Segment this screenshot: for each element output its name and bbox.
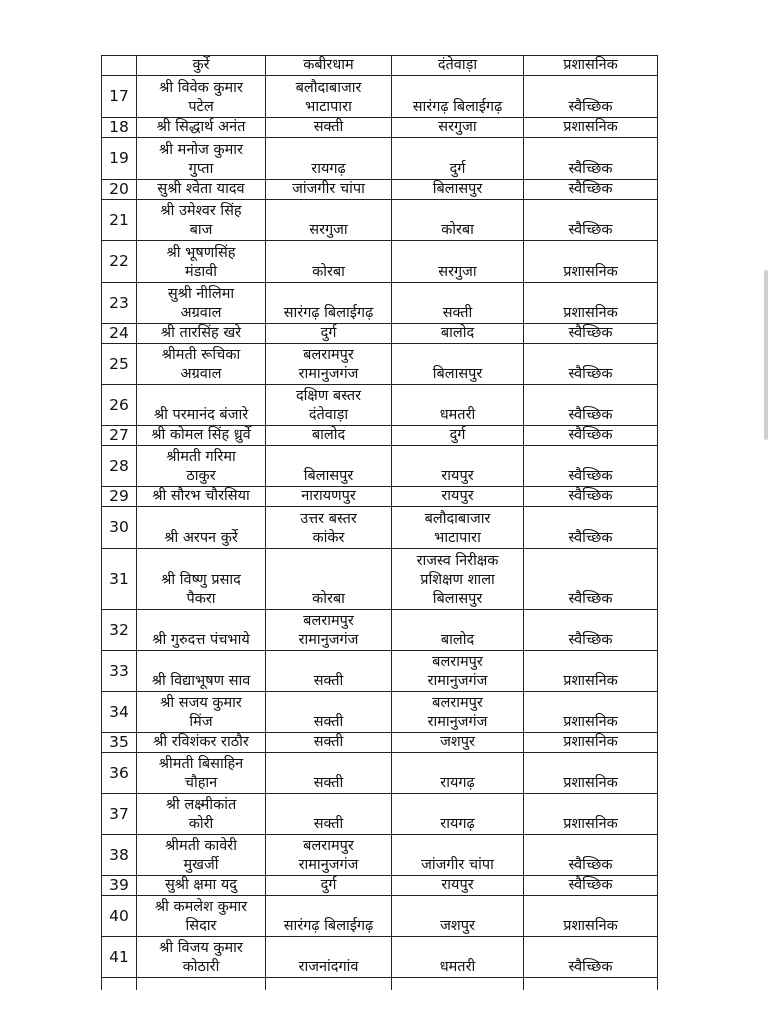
- transfer-type-cell: स्वैच्छिक: [524, 200, 658, 241]
- serial-number-cell: 34: [102, 692, 137, 733]
- from-district-cell-line: भाटापारा: [305, 99, 352, 115]
- table-row: [102, 76, 658, 118]
- from-district-cell: [266, 118, 392, 138]
- to-district-cell: [392, 487, 524, 507]
- table-row: [102, 692, 658, 733]
- employee-name-cell: [137, 794, 266, 835]
- to-district-cell-line: बिलासपुर: [432, 591, 483, 607]
- from-district-cell: [266, 937, 392, 978]
- scrollbar[interactable]: [764, 270, 768, 440]
- table-row-partial: [102, 978, 658, 991]
- transfer-type-cell: स्वैच्छिक: [524, 180, 658, 200]
- transfer-type-cell: प्रशासनिक: [524, 794, 658, 835]
- to-district-cell: [392, 896, 524, 937]
- transfer-type-cell: स्वैच्छिक: [524, 876, 658, 896]
- to-district-cell-line: धमतरी: [439, 959, 476, 975]
- transfer-type-cell: स्वैच्छिक: [524, 76, 658, 118]
- to-district-cell-line: रायपुर: [441, 468, 474, 484]
- employee-name-cell-line: गुप्ता: [188, 161, 214, 177]
- transfer-type-cell: स्वैच्छिक: [524, 426, 658, 446]
- to-district-cell-line: बालोद: [440, 632, 475, 648]
- serial-number-cell: 38: [102, 835, 137, 876]
- from-district-cell: [266, 344, 392, 385]
- table-row: [102, 180, 658, 200]
- employee-name-cell: [137, 835, 266, 876]
- serial-number-cell: 21: [102, 200, 137, 241]
- from-district-cell: [266, 835, 392, 876]
- transfer-type-cell: स्वैच्छिक: [524, 344, 658, 385]
- employee-name-cell-line: कोरी: [188, 816, 214, 832]
- from-district-cell-line: दुर्ग: [320, 877, 337, 893]
- employee-name-cell-line: श्री सौरभ चौरसिया: [152, 488, 250, 504]
- to-district-cell: [392, 937, 524, 978]
- transfer-type-cell: स्वैच्छिक: [524, 549, 658, 610]
- from-district-cell: [266, 283, 392, 324]
- employee-name-cell-line: चौहान: [184, 775, 218, 791]
- table-row: [102, 200, 658, 241]
- transfer-type-cell: प्रशासनिक: [524, 283, 658, 324]
- employee-name-cell-line: सिदार: [185, 918, 217, 934]
- employee-name-cell: [137, 753, 266, 794]
- employee-name-cell-line: श्री कमलेश कुमार: [154, 899, 248, 915]
- from-district-cell-line: सक्ती: [313, 734, 344, 750]
- table-row: [102, 426, 658, 446]
- to-district-cell-line: सरगुजा: [438, 264, 477, 280]
- from-district-cell-line: बलरामपुर: [303, 347, 354, 363]
- to-district-cell-line: रामानुजगंज: [427, 714, 488, 730]
- from-district-cell-line: कांकेर: [312, 530, 345, 546]
- to-district-cell-line: भाटापारा: [434, 530, 481, 546]
- serial-number-cell: 39: [102, 876, 137, 896]
- from-district-cell-line: बलरामपुर: [303, 613, 354, 629]
- table-row: [102, 610, 658, 651]
- to-district-cell: [392, 200, 524, 241]
- from-district-cell: [266, 753, 392, 794]
- to-district-cell: [392, 344, 524, 385]
- serial-number-cell: 25: [102, 344, 137, 385]
- employee-name-cell-line: अग्रवाल: [180, 366, 222, 382]
- employee-name-cell-line: श्री सिद्धार्थ अनंत: [156, 119, 246, 135]
- empty-cell: [266, 978, 392, 991]
- employee-name-cell: [137, 896, 266, 937]
- to-district-cell: [392, 426, 524, 446]
- serial-number-cell: 36: [102, 753, 137, 794]
- to-district-cell-line: जांजगीर चांपा: [421, 857, 494, 873]
- employee-name-cell-line: श्रीमती रूचिका: [161, 347, 241, 363]
- from-district-cell: [266, 446, 392, 487]
- from-district-cell: [266, 896, 392, 937]
- table-row: [102, 507, 658, 549]
- serial-number-cell: 20: [102, 180, 137, 200]
- from-district-cell-line: कोरबा: [312, 591, 345, 607]
- from-district-cell-line: सक्ती: [313, 119, 344, 135]
- employee-name-cell-line: सुश्री नीलिमा: [167, 286, 235, 302]
- serial-number-cell: 35: [102, 733, 137, 753]
- employee-name-cell-line: पैकरा: [186, 591, 216, 607]
- employee-name-cell-line: श्री विद्याभूषण साव: [151, 673, 251, 689]
- to-district-cell-line: बलरामपुर: [432, 654, 483, 670]
- employee-name-cell: [137, 549, 266, 610]
- employee-name-cell: [137, 180, 266, 200]
- to-district-cell-line: धमतरी: [439, 407, 476, 423]
- transfer-type-cell: प्रशासनिक: [524, 733, 658, 753]
- employee-name-cell: [137, 385, 266, 426]
- table-row: [102, 283, 658, 324]
- employee-name-cell-line: श्री मनोज कुमार: [159, 142, 243, 158]
- employee-name-cell: [137, 118, 266, 138]
- to-district-cell-line: बिलासपुर: [432, 366, 483, 382]
- empty-cell: [392, 978, 524, 991]
- from-district-cell-line: दुर्ग: [320, 325, 337, 341]
- employee-name-cell-line: बाज: [189, 222, 213, 238]
- table-row-continued: [102, 56, 658, 76]
- from-district-cell: [266, 385, 392, 426]
- to-district-cell-line: बलरामपुर: [432, 695, 483, 711]
- to-district-cell: [392, 507, 524, 549]
- employee-name-cell-line: मुखर्जी: [183, 857, 219, 873]
- employee-name-cell: [137, 138, 266, 180]
- to-district-cell: [392, 324, 524, 344]
- from-district-cell: [266, 138, 392, 180]
- empty-cell: [102, 978, 137, 991]
- from-district-cell-line: सक्ती: [313, 673, 344, 689]
- to-district-cell-line: बलौदाबाजार: [424, 511, 491, 527]
- serial-number-cell: 26: [102, 385, 137, 426]
- serial-number-cell: 24: [102, 324, 137, 344]
- to-district-cell-line: रायपुर: [441, 877, 474, 893]
- to-district-cell-line: कोरबा: [441, 222, 474, 238]
- employee-name-cell: [137, 651, 266, 692]
- from-district-cell-line: सरगुजा: [309, 222, 348, 238]
- employee-name-cell: [137, 344, 266, 385]
- table-row: [102, 344, 658, 385]
- to-district-cell-line: रायपुर: [441, 488, 474, 504]
- to-district-cell: [392, 835, 524, 876]
- employee-name-cell: [137, 446, 266, 487]
- from-district-cell-line: बलरामपुर: [303, 838, 354, 854]
- from-district-cell: [266, 549, 392, 610]
- to-district-cell: [392, 753, 524, 794]
- employee-name-cell-line: श्री विष्णु प्रसाद: [161, 572, 241, 588]
- from-district-cell: [266, 200, 392, 241]
- to-district-cell-line: रामानुजगंज: [427, 673, 488, 689]
- empty-cell: [137, 978, 266, 991]
- employee-name-cell-line: श्री गुरुदत्त पंचभाये: [152, 632, 250, 648]
- employee-name-cell: [137, 692, 266, 733]
- to-district-cell-line: रायगढ़: [440, 816, 475, 832]
- table-row: [102, 733, 658, 753]
- transfer-type-cell: प्रशासनिक: [524, 692, 658, 733]
- to-district-cell-line: बिलासपुर: [432, 181, 483, 197]
- employee-name-cell: [137, 324, 266, 344]
- serial-number-cell: 28: [102, 446, 137, 487]
- from-district-cell: [266, 794, 392, 835]
- from-district-cell-line: उत्तर बस्तर: [300, 511, 357, 527]
- table-row: [102, 385, 658, 426]
- transfer-table: [101, 55, 658, 990]
- table-row: [102, 937, 658, 978]
- to-district-cell-line: रायगढ़: [440, 775, 475, 791]
- employee-name-cell: [137, 283, 266, 324]
- serial-number-cell: 32: [102, 610, 137, 651]
- from-district-cell-line: सारंगढ़ बिलाईगढ़: [283, 918, 374, 934]
- table-row: [102, 118, 658, 138]
- to-district-cell-line: बालोद: [440, 325, 475, 341]
- employee-name-cell: [137, 76, 266, 118]
- from-district-cell: [266, 487, 392, 507]
- serial-number-cell: [102, 56, 137, 76]
- from-district-cell: कबीरधाम: [266, 56, 392, 76]
- from-district-cell-line: सक्ती: [313, 714, 344, 730]
- to-district-cell-line: जशपुर: [440, 734, 475, 750]
- transfer-type-cell: प्रशासनिक: [524, 753, 658, 794]
- to-district-cell-line: दुर्ग: [449, 161, 466, 177]
- table-row: [102, 835, 658, 876]
- to-district-cell: [392, 610, 524, 651]
- to-district-cell: दंतेवाड़ा: [392, 56, 524, 76]
- from-district-cell: [266, 426, 392, 446]
- employee-name-cell-line: कोठारी: [182, 959, 220, 975]
- from-district-cell-line: बलौदाबाजार: [295, 80, 362, 96]
- transfer-type-cell: प्रशासनिक: [524, 241, 658, 283]
- to-district-cell: [392, 241, 524, 283]
- to-district-cell-line: सरगुजा: [438, 119, 477, 135]
- transfer-type-cell: स्वैच्छिक: [524, 937, 658, 978]
- to-district-cell: [392, 118, 524, 138]
- employee-name-cell-line: श्री परमानंद बंजारे: [153, 407, 249, 423]
- transfer-type-cell: स्वैच्छिक: [524, 446, 658, 487]
- employee-name-cell-line: अग्रवाल: [180, 305, 222, 321]
- table-row: [102, 487, 658, 507]
- employee-name-cell: [137, 507, 266, 549]
- serial-number-cell: 30: [102, 507, 137, 549]
- employee-name-cell: [137, 610, 266, 651]
- to-district-cell: [392, 794, 524, 835]
- employee-name-cell-line: श्री कोमल सिंह ध्रुर्वे: [151, 427, 251, 443]
- transfer-type-cell: प्रशासनिक: [524, 118, 658, 138]
- from-district-cell-line: नारायणपुर: [301, 488, 356, 504]
- serial-number-cell: 27: [102, 426, 137, 446]
- from-district-cell-line: बिलासपुर: [303, 468, 354, 484]
- from-district-cell-line: जांजगीर चांपा: [292, 181, 365, 197]
- employee-name-cell-line: श्री विवेक कुमार: [159, 80, 243, 96]
- to-district-cell: [392, 876, 524, 896]
- table-row: [102, 794, 658, 835]
- employee-name-cell: [137, 876, 266, 896]
- serial-number-cell: 31: [102, 549, 137, 610]
- from-district-cell: [266, 651, 392, 692]
- transfer-type-cell: स्वैच्छिक: [524, 138, 658, 180]
- transfer-type-cell: स्वैच्छिक: [524, 324, 658, 344]
- serial-number-cell: 33: [102, 651, 137, 692]
- serial-number-cell: 17: [102, 76, 137, 118]
- from-district-cell: [266, 180, 392, 200]
- from-district-cell: [266, 324, 392, 344]
- table-row: [102, 241, 658, 283]
- from-district-cell-line: रामानुजगंज: [298, 632, 359, 648]
- from-district-cell: [266, 507, 392, 549]
- from-district-cell-line: सक्ती: [313, 816, 344, 832]
- to-district-cell: [392, 446, 524, 487]
- from-district-cell-line: सारंगढ़ बिलाईगढ़: [283, 305, 374, 321]
- serial-number-cell: 23: [102, 283, 137, 324]
- table-row: [102, 549, 658, 610]
- to-district-cell: [392, 180, 524, 200]
- from-district-cell-line: रायगढ़: [311, 161, 346, 177]
- employee-name-cell-line: सुश्री क्षमा यदु: [165, 877, 237, 893]
- to-district-cell: [392, 651, 524, 692]
- empty-cell: [524, 978, 658, 991]
- employee-name-cell-line: मिंज: [189, 714, 213, 730]
- from-district-cell-line: राजनांदगांव: [298, 959, 359, 975]
- transfer-type-cell: स्वैच्छिक: [524, 610, 658, 651]
- from-district-cell: [266, 610, 392, 651]
- serial-number-cell: 18: [102, 118, 137, 138]
- to-district-cell: [392, 138, 524, 180]
- serial-number-cell: 37: [102, 794, 137, 835]
- employee-name-cell: [137, 200, 266, 241]
- from-district-cell-line: दंतेवाड़ा: [308, 407, 349, 423]
- from-district-cell: [266, 876, 392, 896]
- table-row: [102, 446, 658, 487]
- employee-name-cell-line: श्री तारसिंह खरे: [160, 325, 242, 341]
- employee-name-cell-line: मंडावी: [184, 264, 217, 280]
- table-row: [102, 138, 658, 180]
- employee-name-cell-line: श्री अरपन कुर्रे: [164, 530, 238, 546]
- employee-name-cell-line: श्रीमती गरिमा: [166, 449, 236, 465]
- employee-name-cell-line: श्री विजय कुमार: [159, 940, 243, 956]
- from-district-cell: [266, 733, 392, 753]
- to-district-cell-line: राजस्व निरीक्षक: [416, 553, 499, 569]
- employee-name-cell-line: पटेल: [188, 99, 214, 115]
- table-row: [102, 753, 658, 794]
- to-district-cell-line: दुर्ग: [449, 427, 466, 443]
- from-district-cell: [266, 692, 392, 733]
- from-district-cell-line: दक्षिण बस्तर: [295, 388, 362, 404]
- to-district-cell: [392, 76, 524, 118]
- table-row: [102, 876, 658, 896]
- employee-name-cell: [137, 426, 266, 446]
- to-district-cell-line: प्रशिक्षण शाला: [420, 572, 495, 588]
- to-district-cell: [392, 549, 524, 610]
- to-district-cell: [392, 385, 524, 426]
- to-district-cell-line: जशपुर: [440, 918, 475, 934]
- employee-name-cell-line: श्री उमेश्वर सिंह: [160, 203, 242, 219]
- transfer-type-cell: स्वैच्छिक: [524, 487, 658, 507]
- from-district-cell-line: कोरबा: [312, 264, 345, 280]
- transfer-type-cell: प्रशासनिक: [524, 651, 658, 692]
- table-row: [102, 896, 658, 937]
- to-district-cell: [392, 733, 524, 753]
- employee-name-cell-line: श्री लक्ष्मीकांत: [165, 797, 237, 813]
- transfer-type-cell: स्वैच्छिक: [524, 835, 658, 876]
- to-district-cell-line: सारंगढ़ बिलाईगढ़: [412, 99, 503, 115]
- employee-name-cell: [137, 487, 266, 507]
- employee-name-cell-line: श्रीमती बिसाहिन: [158, 756, 244, 772]
- employee-name-cell-line: श्री भूषणसिंह: [166, 245, 236, 261]
- to-district-cell-line: सक्ती: [442, 305, 473, 321]
- to-district-cell: [392, 692, 524, 733]
- employee-name-cell: [137, 937, 266, 978]
- from-district-cell-line: रामानुजगंज: [298, 857, 359, 873]
- table-row: [102, 651, 658, 692]
- serial-number-cell: 29: [102, 487, 137, 507]
- serial-number-cell: 19: [102, 138, 137, 180]
- transfer-type-cell: स्वैच्छिक: [524, 385, 658, 426]
- from-district-cell: [266, 241, 392, 283]
- to-district-cell: [392, 283, 524, 324]
- employee-name-cell-line: श्रीमती कावेरी: [165, 838, 237, 854]
- table-row: [102, 324, 658, 344]
- employee-name-cell: [137, 241, 266, 283]
- from-district-cell: [266, 76, 392, 118]
- employee-name-cell: कुर्रे: [137, 56, 266, 76]
- transfer-type-cell: प्रशासनिक: [524, 56, 658, 76]
- employee-name-cell-line: श्री सजय कुमार: [160, 695, 242, 711]
- from-district-cell-line: बालोद: [311, 427, 346, 443]
- employee-name-cell-line: सुश्री श्वेता यादव: [157, 181, 245, 197]
- serial-number-cell: 22: [102, 241, 137, 283]
- transfer-type-cell: स्वैच्छिक: [524, 507, 658, 549]
- serial-number-cell: 40: [102, 896, 137, 937]
- serial-number-cell: 41: [102, 937, 137, 978]
- transfer-type-cell: प्रशासनिक: [524, 896, 658, 937]
- employee-name-cell: [137, 733, 266, 753]
- from-district-cell-line: सक्ती: [313, 775, 344, 791]
- from-district-cell-line: रामानुजगंज: [298, 366, 359, 382]
- employee-name-cell-line: श्री रविशंकर राठौर: [153, 734, 249, 750]
- employee-name-cell-line: ठाकुर: [186, 468, 216, 484]
